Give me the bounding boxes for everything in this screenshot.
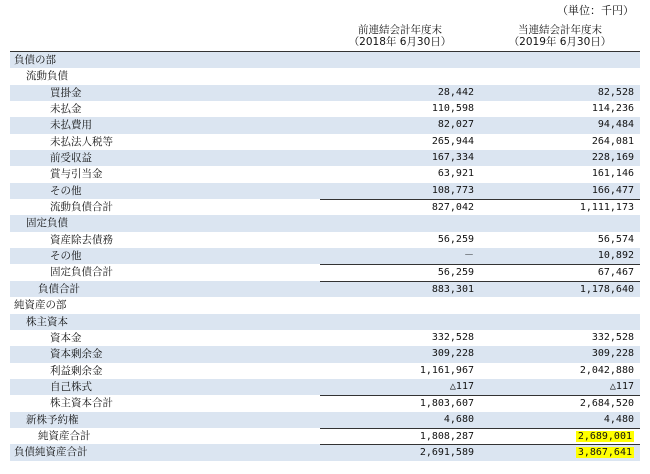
prev-value [320,52,480,68]
prev-value: 309,228 [431,348,474,360]
header-curr-title: 当連結会計年度末 [518,24,602,36]
row-label: 未払費用 [50,119,92,132]
curr-value: 4,480 [603,413,634,425]
row-label: 未払金 [50,103,82,116]
curr-value: 161,146 [591,168,634,180]
table-row [10,199,640,215]
curr-value: 2,042,880 [579,364,634,376]
header-curr-year [480,20,640,51]
row-label: その他 [50,250,82,263]
row-label: 賞与引当金 [50,168,103,181]
table-row [10,232,640,248]
row-label: 資本金 [50,331,82,344]
table-row [10,264,640,280]
curr-value [480,428,640,444]
prev-value: 63,921 [437,168,474,180]
curr-value: 309,228 [591,348,634,360]
table-row [10,85,640,101]
row-label: 流動負債合計 [50,201,113,214]
row-label: 自己株式 [50,380,92,393]
curr-value: 1,178,640 [480,281,640,297]
table-row [10,444,640,460]
curr-value: 2,684,520 [480,395,640,411]
curr-value: 114,236 [591,103,634,115]
row-label: 買掛金 [50,86,82,99]
prev-value: 2,691,589 [320,444,480,460]
prev-value: 28,442 [437,86,474,98]
curr-value: 67,467 [480,264,640,280]
curr-value: 332,528 [591,331,634,343]
balance-sheet-table [10,20,640,461]
prev-value: △117 [449,380,474,392]
prev-value [320,314,480,330]
table-row [10,379,640,395]
prev-value: 1,803,607 [320,395,480,411]
row-label: 前受収益 [50,152,92,165]
prev-value [320,68,480,84]
curr-value [480,297,640,313]
row-label: 資産除去債務 [50,233,113,246]
table-row [10,363,640,379]
prev-value: 82,027 [437,119,474,131]
row-label: 未払法人税等 [50,135,113,148]
prev-value: 332,528 [431,331,474,343]
highlighted-value: 2,689,001 [577,430,632,442]
curr-value: △117 [609,380,634,392]
prev-value: 110,598 [431,103,474,115]
row-label: 負債合計 [38,282,80,295]
header-label-cell [10,20,320,51]
prev-value: 56,259 [320,264,480,280]
curr-value: 56,574 [597,233,634,245]
prev-value: 167,334 [431,152,474,164]
table-row [10,395,640,411]
header-curr-date: （2019年 6月30日） [508,36,612,48]
row-label: 純資産の部 [14,299,67,312]
table-header [10,20,640,52]
table-row [10,346,640,362]
highlighted-value: 3,867,641 [577,447,632,459]
row-label: 固定負債 [26,217,68,230]
curr-value: 166,477 [591,184,634,196]
table-row [10,68,640,84]
curr-value: 82,528 [597,86,634,98]
curr-value: 264,081 [591,135,634,147]
curr-value: 10,892 [597,250,634,262]
row-label: 株主資本 [26,315,68,328]
row-label: 負債純資産合計 [14,446,88,459]
table-row [10,215,640,231]
table-row [10,166,640,182]
curr-value: 94,484 [597,119,634,131]
table-row [10,183,640,199]
prev-value: 1,161,967 [419,364,474,376]
row-label: 純資産合計 [38,429,91,442]
row-label: 新株予約権 [26,413,79,426]
curr-value: 1,111,173 [480,199,640,215]
prev-value [320,215,480,231]
table-row [10,314,640,330]
curr-value: 228,169 [591,152,634,164]
prev-value: 883,301 [320,281,480,297]
prev-value: 1,808,287 [320,428,480,444]
table-row [10,281,640,297]
row-label: その他 [50,184,82,197]
header-prev-year [320,20,480,51]
prev-value: 265,944 [431,135,474,147]
table-row [10,52,640,68]
unit-label: （単位：千円） [557,4,634,17]
header-prev-title: 前連結会計年度末 [358,24,442,36]
prev-value: 4,680 [443,413,474,425]
curr-value [480,215,640,231]
row-label: 流動負債 [26,70,68,83]
row-label: 資本剰余金 [50,348,103,361]
prev-value [320,297,480,313]
table-row [10,330,640,346]
table-row [10,248,640,264]
header-prev-date: （2018年 6月30日） [348,36,452,48]
row-label: 利益剰余金 [50,364,103,377]
row-label: 固定負債合計 [50,266,113,279]
table-row [10,428,640,444]
prev-value: 56,259 [437,233,474,245]
curr-value [480,68,640,84]
table-row [10,101,640,117]
row-label: 株主資本合計 [50,397,113,410]
table-row [10,150,640,166]
prev-value: － [464,250,474,262]
prev-value: 827,042 [320,199,480,215]
table-row [10,412,640,428]
table-row [10,134,640,150]
prev-value: 108,773 [431,184,474,196]
curr-value [480,444,640,460]
curr-value [480,314,640,330]
table-row [10,297,640,313]
row-label: 負債の部 [14,54,56,66]
table-row [10,117,640,133]
curr-value [480,52,640,68]
